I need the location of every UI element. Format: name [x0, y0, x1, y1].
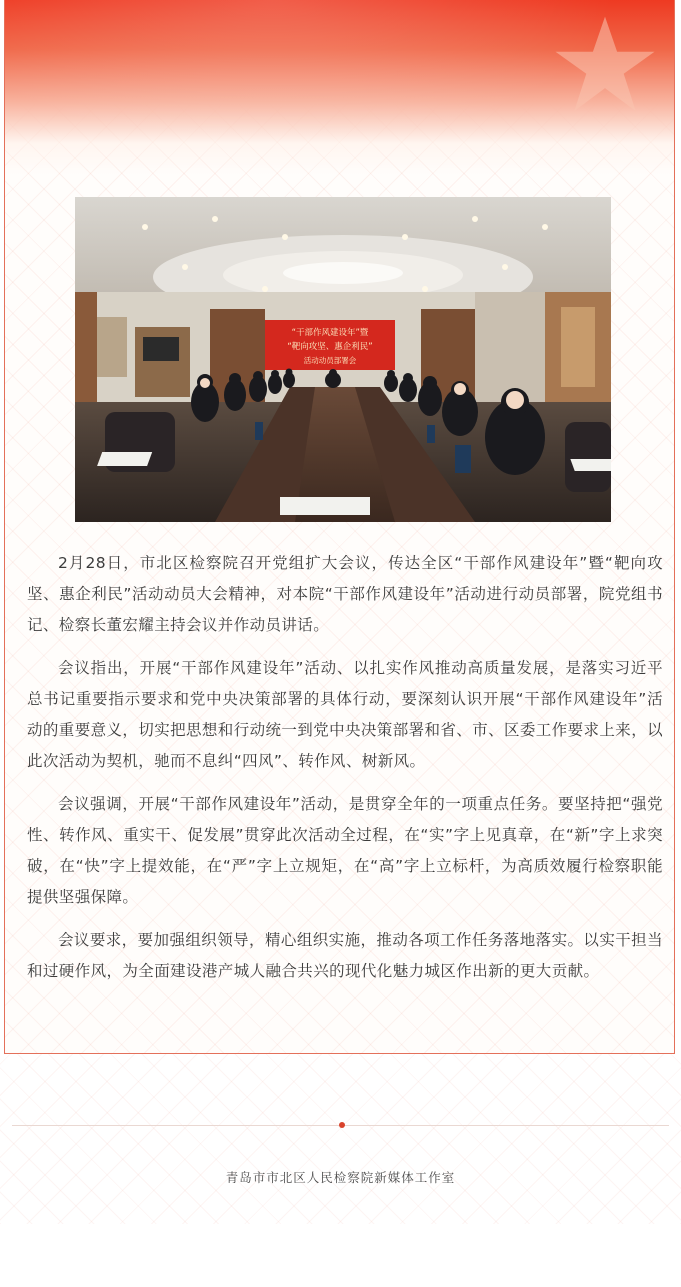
paragraph: 会议强调，开展“干部作风建设年”活动，是贯穿全年的一项重点任务。要坚持把“强党性、转作风、重实干、促发展”贯穿此次活动全过程，在“实”字上见真章，在“新”字上求突破，在“快”字上提效能，在“严”字上立规矩，在“高”字上立标杆，为高质效履行检察职能提供坚强保障。 — [27, 795, 663, 906]
screen-title-line3: 活动动员部署会 — [303, 356, 357, 365]
article-body — [27, 548, 663, 999]
footer-credit: 青岛市市北区人民检察院新媒体工作室 — [225, 1170, 456, 1185]
screen-title-line2: “靶向攻坚、惠企利民” — [287, 342, 373, 352]
star-icon — [550, 10, 660, 120]
footer-background — [0, 1054, 681, 1224]
screen-title-line1: “干部作风建设年”暨 — [291, 328, 369, 338]
paragraph: 会议要求，要加强组织领导，精心组织实施，推动各项工作任务落地落实。以实干担当和过硬作风，为全面建设港产城人融合共兴的现代化魅力城区作出新的更大贡献。 — [27, 931, 663, 980]
article-card — [4, 0, 675, 1054]
divider-dot — [339, 1122, 345, 1128]
paragraph: 会议指出，开展“干部作风建设年”活动、以扎实作风推动高质量发展，是落实习近平总书记重要指示要求和党中央决策部署的具体行动，要深刻认识开展“干部作风建设年”活动的重要意义，切实把思想和行动统一到党中央决策部署和省、市、区委工作要求上来，以此次活动为契机，驰而不息纠“四风”、转作风、树新风。 — [27, 659, 664, 770]
paragraph: 2月28日，市北区检察院召开党组扩大会议，传达全区“干部作风建设年”暨“靶向攻坚、惠企利民”活动动员大会精神，对本院“干部作风建设年”活动进行动员部署，院党组书记、检察长董宏耀主持会议并作动员讲话。 — [27, 554, 663, 634]
header-banner — [5, 0, 674, 175]
meeting-photo — [75, 197, 611, 522]
